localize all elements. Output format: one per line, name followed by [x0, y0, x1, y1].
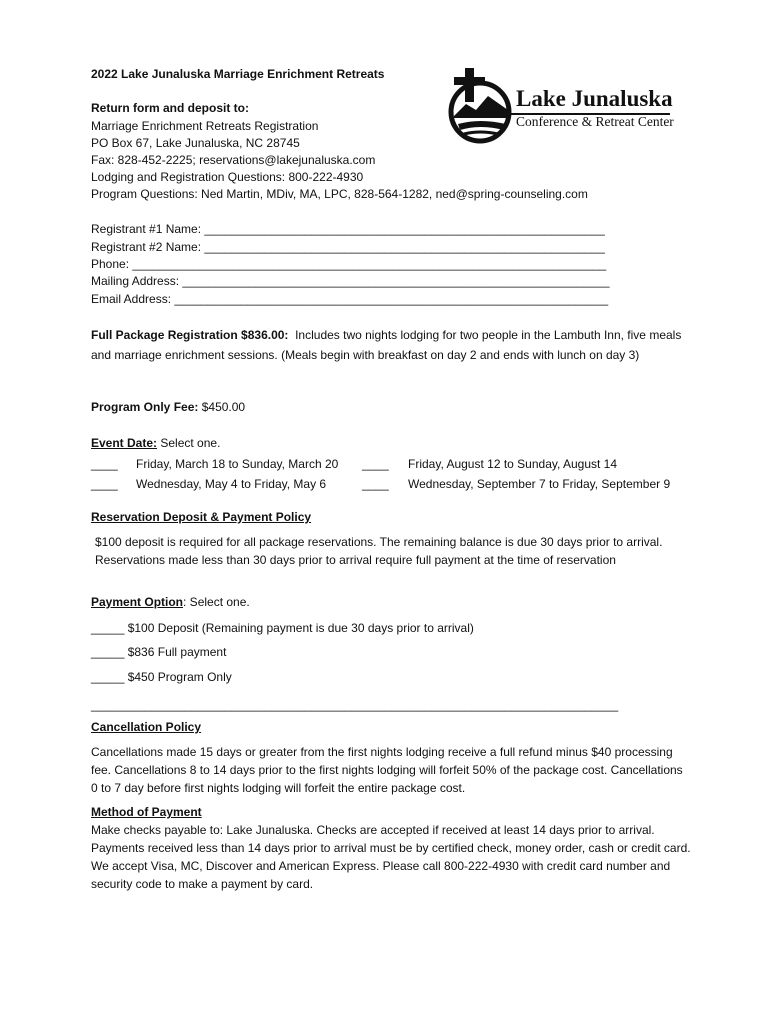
payment-option-deposit[interactable]: _____ $100 Deposit (Remaining payment is due 30 days prior to arrival)	[91, 621, 474, 635]
program-only-fee	[91, 399, 245, 415]
event-option-blank[interactable]: ____	[362, 477, 389, 491]
deposit-policy-heading: Reservation Deposit & Payment Policy	[91, 510, 312, 524]
registrant-2-name-field[interactable]: Registrant #2 Name: ____________________________________________________________	[91, 240, 605, 254]
method-of-payment-heading: Method of Payment	[91, 805, 202, 819]
event-date-instruction: Select one.	[160, 436, 221, 450]
program-only-value: $450.00	[201, 400, 246, 414]
event-option-label: Friday, March 18 to Sunday, March 20	[136, 457, 339, 471]
event-option-blank[interactable]: ____	[91, 457, 118, 471]
section-divider: _______________________________________________________________________________	[91, 698, 619, 712]
cancellation-text: Cancellations made 15 days or greater from the first nights lodging receive a full refund minus $40 processing fee. Cancellations 8 to 14 days prior to the first nights lodging will forfeit 50% of the package cost. Cancellations 0 to 7 day before first nights lodging will forfeit the entire package cost.	[91, 745, 683, 795]
payment-option-instruction: : Select one.	[183, 595, 250, 609]
event-option-blank[interactable]: ____	[91, 477, 118, 491]
contact-fax-email: Fax: 828-452-2225; reservations@lakejunaluska.com	[91, 153, 376, 167]
payment-option-label: Payment Option	[91, 595, 184, 609]
payment-option-heading	[91, 594, 250, 610]
email-address-field[interactable]: Email Address: _________________________________________________________________	[91, 292, 609, 306]
event-date-label: Event Date:	[91, 436, 158, 450]
phone-field[interactable]: Phone: _______________________________________________________________________	[91, 257, 607, 271]
full-package-text: Includes two nights lodging for two people in the Lambuth Inn, five meals and marriage enrichment sessions. (Meals begin with breakfast on day 2 and ends with lunch on day 3)	[91, 328, 682, 362]
lodging-questions: Lodging and Registration Questions: 800-222-4930	[91, 170, 364, 184]
event-date-heading	[91, 435, 220, 451]
address-line: PO Box 67, Lake Junaluska, NC 28745	[91, 136, 300, 150]
program-questions: Program Questions: Ned Martin, MDiv, MA, LPC, 828-564-1282, ned@spring-counseling.com	[91, 187, 588, 201]
cancellation-heading: Cancellation Policy	[91, 720, 202, 734]
event-option-label: Friday, August 12 to Sunday, August 14	[408, 457, 618, 471]
registrant-1-name-field[interactable]: Registrant #1 Name: ____________________________________________________________	[91, 222, 605, 236]
mailing-address-field[interactable]: Mailing Address: ________________________________________________________________	[91, 274, 610, 288]
full-package-label: Full Package Registration $836.00:	[91, 328, 289, 342]
event-option-blank[interactable]: ____	[362, 457, 389, 471]
logo-name: Lake Junaluska	[516, 86, 673, 111]
payment-option-full[interactable]: _____ $836 Full payment	[91, 645, 227, 659]
method-of-payment-text: Make checks payable to: Lake Junaluska. Checks are accepted if received at least 14 days prior to arrival. Payments received less than 14 days prior to arrival must be by certified check, money order, cash or credit card. We accept Visa, MC, Discover and American Express. Please call 800-222-4930 with credit card number and security code to make a payment by card.	[91, 823, 691, 891]
return-label: Return form and deposit to:	[91, 101, 249, 115]
deposit-policy-text: $100 deposit is required for all package reservations. The remaining balance is due 30 days prior to arrival. Reservations made less than 30 days prior to arrival require full payment at the time of reservation	[95, 535, 663, 567]
full-package-paragraph	[91, 325, 691, 365]
logo-subtitle: Conference & Retreat Center	[516, 114, 674, 129]
program-only-label: Program Only Fee:	[91, 400, 199, 414]
address-line: Marriage Enrichment Retreats Registration	[91, 119, 319, 133]
form-title: 2022 Lake Junaluska Marriage Enrichment Retreats	[91, 67, 385, 81]
payment-option-program-only[interactable]: _____ $450 Program Only	[91, 670, 232, 684]
event-option-label: Wednesday, September 7 to Friday, September 9	[408, 477, 671, 491]
event-option-label: Wednesday, May 4 to Friday, May 6	[136, 477, 327, 491]
